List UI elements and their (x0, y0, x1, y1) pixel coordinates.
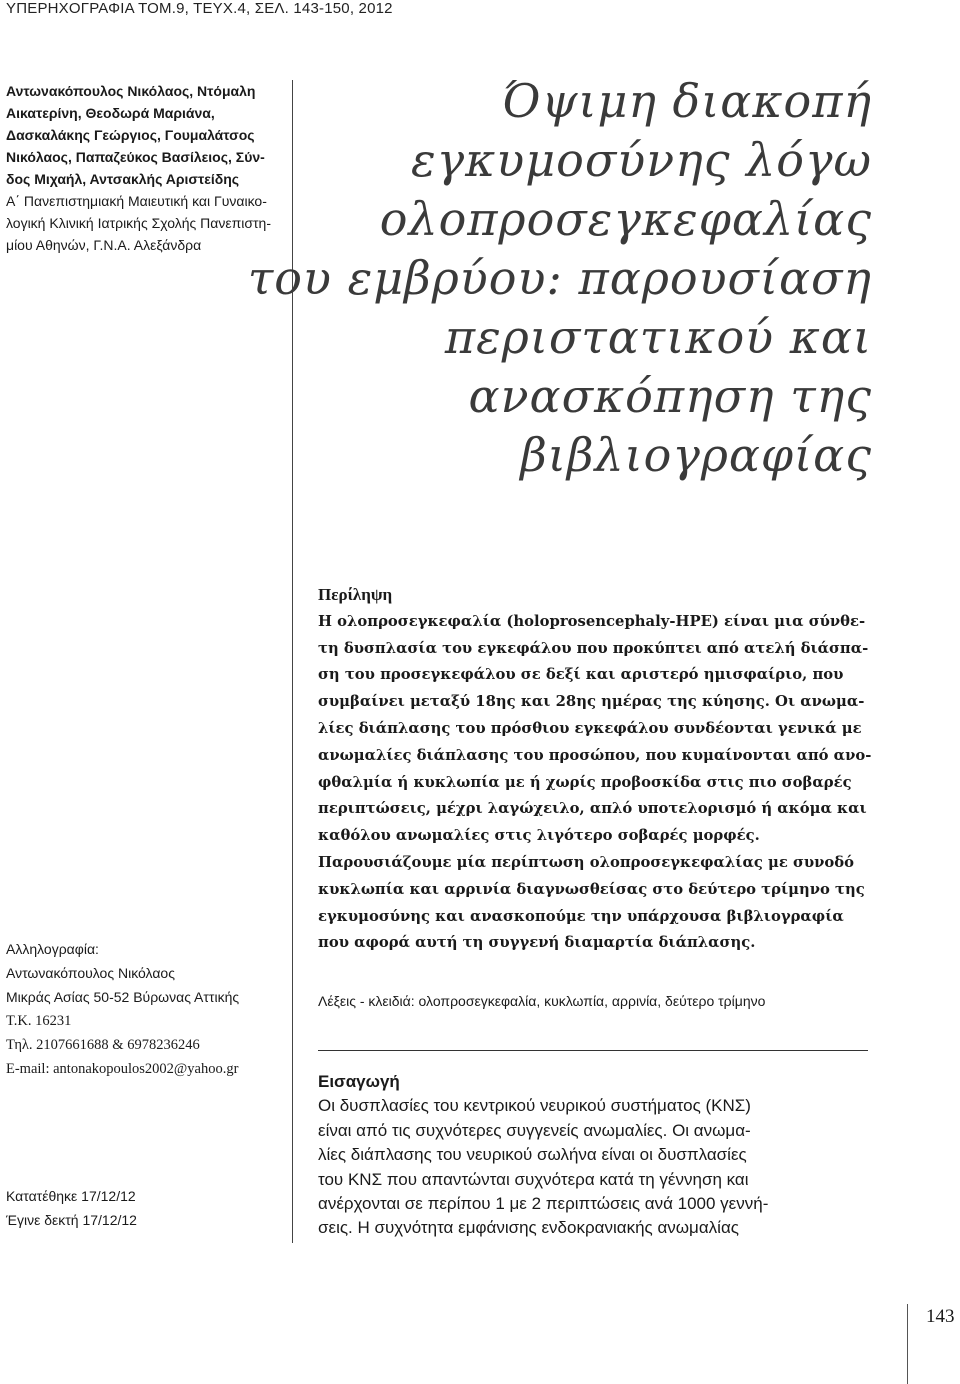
article-title (248, 72, 872, 485)
abstract-line: κυκλωπία και αρρινία διαγνωσθείσας στο δεύτερο τρίμηνο της (318, 880, 865, 898)
abstract-line: λίες διάπλασης του πρόσθιου εγκεφάλου συνδέονται γενικά με (318, 719, 862, 737)
submitted-date: Κατατέθηκε 17/12/12 (6, 1188, 136, 1204)
introduction-line: ανέρχονται σε περίπου 1 με 2 περιπτώσεις ανά 1000 γεννή- (318, 1194, 769, 1214)
abstract-line: ση του προσεγκεφάλου σε δεξί και αριστερό ημισφαίριο, που (318, 666, 844, 684)
abstract-line: Η ολοπροσεγκεφαλία (holoprosencephaly-HPE) είναι μια σύνθε- (318, 612, 866, 630)
author-line: Αντωνακόπουλος Νικόλαος, Ντόμαλη (6, 83, 256, 99)
correspondence-heading: Αλληλογραφία: (6, 941, 99, 957)
abstract-line: εγκυμοσύνης και ανασκοπούμε την υπάρχουσα βιβλιογραφία (318, 907, 844, 925)
abstract-line: που αφορά αυτή τη συγγενή διαμαρτία διάπλασης. (318, 934, 756, 952)
correspondence-phone: Τηλ. 2107661688 & 6978236246 (6, 1037, 200, 1053)
journal-header: ΥΠΕΡΗΧΟΓΡΑΦΙΑ ΤΟΜ.9, ΤΕΥΧ.4, ΣΕΛ. 143-150, 2012 (6, 0, 393, 17)
abstract-line: καθόλου ανωμαλίες στις λιγότερο σοβαρές μορφές. (318, 827, 760, 845)
title-line: ολοπροσεγκεφαλίας (379, 192, 872, 246)
affiliation-line: μίου Αθηνών, Γ.Ν.Α. Αλεξάνδρα (6, 237, 202, 253)
section-divider (318, 1050, 868, 1051)
author-line: δος Μιχαήλ, Αντσακλής Αριστείδης (6, 171, 240, 187)
author-line: Αικατερίνη, Θεοδωρά Μαριάνα, (6, 105, 215, 121)
page-number: 143 (926, 1306, 955, 1327)
introduction-line: Οι δυσπλασίες του κεντρικού νευρικού συστήματος (ΚΝΣ) (318, 1096, 751, 1116)
affiliation-line: Α΄ Πανεπιστημιακή Μαιευτική και Γυναικο- (6, 193, 267, 209)
abstract-line: Παρουσιάζουμε μία περίπτωση ολοπροσεγκεφαλίας με συνοδό (318, 853, 855, 871)
abstract-line: περιπτώσεις, μέχρι λαγώχειλο, απλό υποτελορισμό ή ακόμα και (318, 800, 867, 818)
introduction-line: του ΚΝΣ που απαντώνται συχνότερα κατά τη γέννηση και (318, 1169, 749, 1189)
title-line: εγκυμοσύνης λόγω (410, 133, 872, 187)
correspondence-name: Αντωνακόπουλος Νικόλαος (6, 965, 175, 981)
affiliation-line: λογική Κλινική Ιατρικής Σχολής Πανεπιστη- (6, 215, 272, 231)
author-line: Νικόλαος, Παπαζεύκος Βασίλειος, Σύν- (6, 149, 265, 165)
correspondence-address: Μικράς Ασίας 50-52 Βύρωνας Αττικής (6, 989, 240, 1005)
author-block (6, 80, 278, 256)
page-number-rule (907, 1304, 908, 1384)
abstract-line: τη δυσπλασία του εγκεφάλου που προκύπτει από ατελή διάσπα- (318, 639, 869, 657)
accepted-date: Έγινε δεκτή 17/12/12 (6, 1212, 137, 1228)
introduction-line: είναι από τις συχνότερες συγγενείς ανωμαλίες. Οι ανωμα- (318, 1120, 751, 1140)
introduction-line: λίες διάπλασης του νευρικού σωλήνα είναι οι δυσπλασίες (318, 1145, 747, 1165)
title-line: Όψιμη διακοπή (501, 74, 872, 128)
abstract-heading: Περίληψη (318, 585, 393, 604)
correspondence-postcode: Τ.Κ. 16231 (6, 1013, 72, 1029)
correspondence-block (6, 937, 286, 1081)
title-line: περιστατικού και (444, 310, 872, 364)
introduction-heading: Εισαγωγή (318, 1072, 400, 1091)
correspondence-email: E-mail: antonakopoulos2002@yahoo.gr (6, 1061, 239, 1077)
title-line: ανασκόπηση της (468, 369, 872, 423)
abstract-line: συμβαίνει μεταξύ 18ης και 28ης ημέρας της κύησης. Οι ανωμα- (318, 693, 865, 711)
introduction (318, 1070, 870, 1241)
abstract (318, 582, 870, 957)
abstract-line: φθαλμία ή κυκλωπία με ή χωρίς προβοσκίδα στις πιο σοβαρές (318, 773, 852, 791)
keywords: Λέξεις - κλειδιά: ολοπροσεγκεφαλία, κυκλωπία, αρρινία, δεύτερο τρίμηνο (318, 993, 766, 1009)
title-line: του εμβρύου: παρουσίαση (247, 251, 872, 305)
abstract-line: ανωμαλίες διάπλασης του προσώπου, που κυμαίνονται από ανο- (318, 746, 872, 764)
introduction-line: σεις. Η συχνότητα εμφάνισης ενδοκρανιακής ανωμαλίας (318, 1218, 739, 1238)
dates-block (6, 1184, 286, 1232)
title-line: βιβλιογραφίας (520, 428, 872, 482)
author-line: Δασκαλάκης Γεώργιος, Γουμαλάτσος (6, 127, 255, 143)
